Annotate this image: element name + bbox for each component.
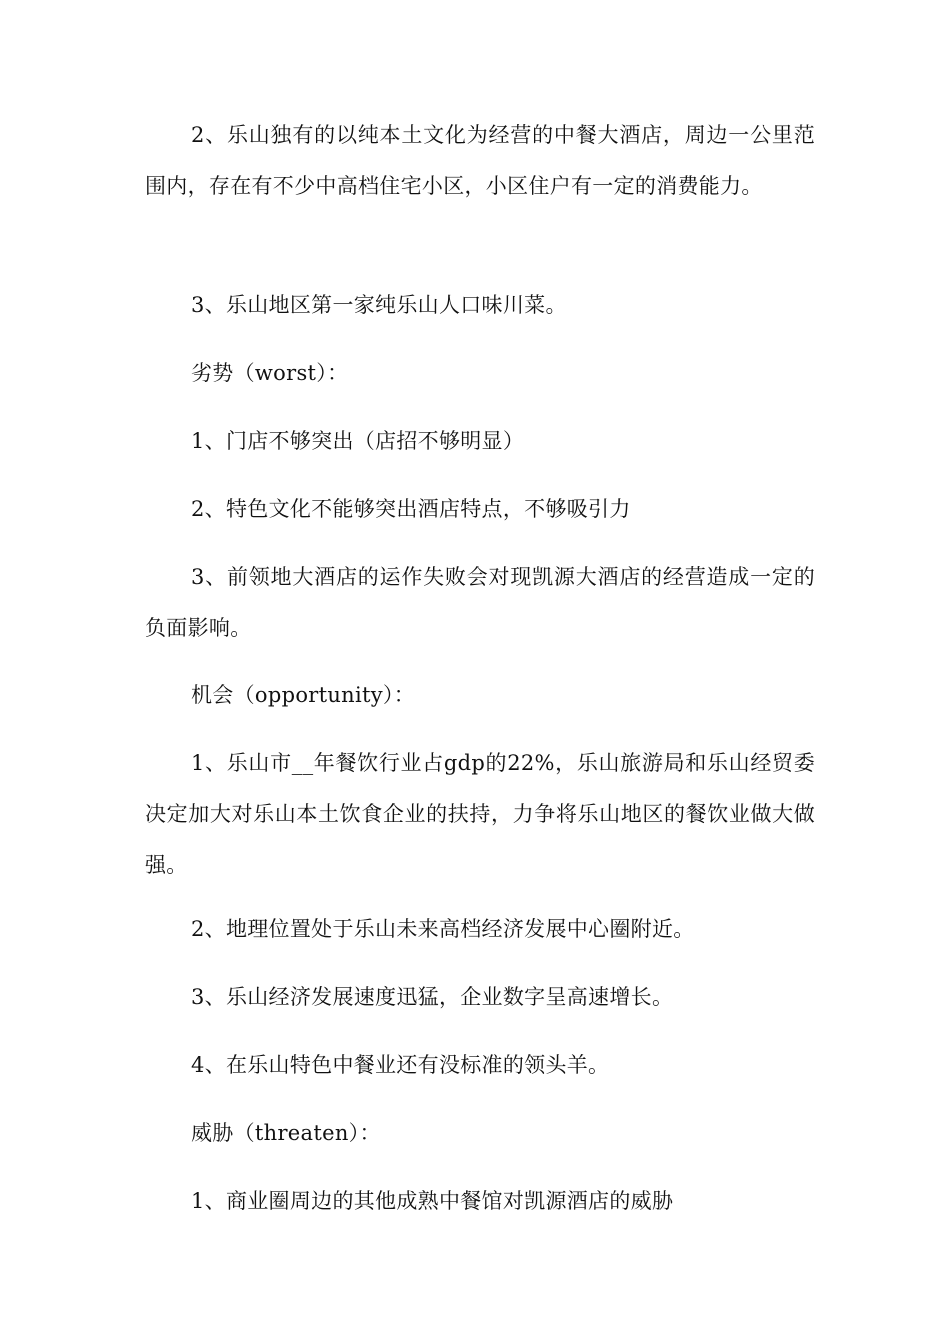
paragraph-opportunity-3: 3、乐山经济发展速度迅猛，企业数字呈高速增长。 [191,985,674,1009]
paragraph-weakness-1: 1、门店不够突出（店招不够明显） [191,429,525,453]
paragraph-opportunity-2: 2、地理位置处于乐山未来高档经济发展中心圈附近。 [191,917,695,941]
paragraph-weakness-3: 3、前领地大酒店的运作失败会对现凯源大酒店的经营造成一定的负面影响。 [145,565,815,640]
paragraph-strength-2: 2、乐山独有的以纯本土文化为经营的中餐大酒店，周边一公里范围内，存在有不少中高档住宅小区，小区住户有一定的消费能力。 [145,123,815,198]
paragraph-strength-3: 3、乐山地区第一家纯乐山人口味川菜。 [191,293,567,317]
heading-opportunity: 机会（opportunity）： [191,683,416,707]
paragraph-threat-1: 1、商业圈周边的其他成熟中餐馆对凯源酒店的威胁 [191,1189,674,1213]
paragraph-opportunity-4: 4、在乐山特色中餐业还有没标准的领头羊。 [191,1053,610,1077]
heading-threat: 威胁（threaten）： [191,1121,381,1145]
heading-weakness: 劣势（worst）： [191,361,349,385]
paragraph-weakness-2: 2、特色文化不能够突出酒店特点，不够吸引力 [191,497,631,521]
paragraph-opportunity-1: 1、乐山市__年餐饮行业占gdp的22%，乐山旅游局和乐山经贸委决定加大对乐山本土饮食企业的扶持，力争将乐山地区的餐饮业做大做强。 [145,751,815,877]
